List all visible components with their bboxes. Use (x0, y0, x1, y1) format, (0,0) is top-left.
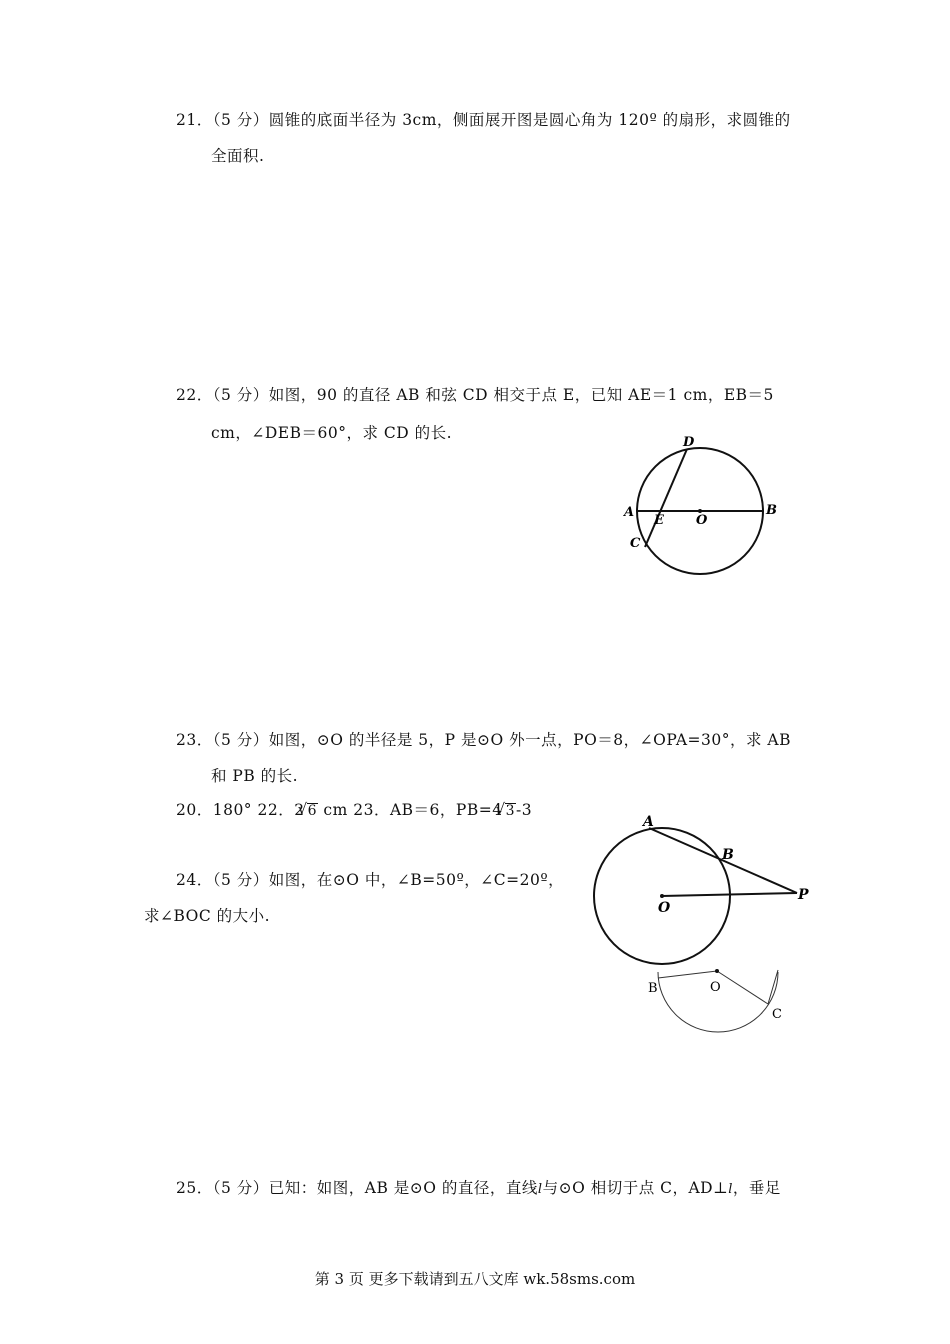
label-O: O (696, 513, 708, 528)
q23-line2: 和 PB 的长. (211, 767, 299, 785)
answers-part3: -3 (516, 801, 533, 819)
label-B: B (648, 981, 658, 996)
label-O: O (658, 900, 671, 916)
answers-part2: cm 23．AB＝6，PB=4 (318, 801, 503, 819)
label-C: C (630, 536, 641, 551)
answers-line (176, 800, 532, 820)
q22-circle-figure (615, 425, 785, 585)
q24-line1: 24．（5 分）如图，在⊙O 中，∠B=50º，∠C=20º， (176, 871, 565, 889)
answers-part1: 20．180° 22．2 (176, 801, 305, 819)
label-E: E (654, 513, 664, 528)
q22-line2: cm，∠DEB＝60°，求 CD 的长. (211, 424, 453, 442)
label-B: B (722, 847, 734, 863)
q21-line1: 21．（5 分）圆锥的底面半径为 3cm，侧面展开图是圆心角为 120º 的扇形，求圆锥的 (176, 111, 791, 129)
label-A: A (624, 505, 635, 520)
label-P: P (798, 887, 809, 903)
q25-part2: 与⊙O 相切于点 C，AD⊥ (542, 1179, 729, 1197)
q25-part3: ，垂足 (732, 1179, 781, 1197)
label-O: O (710, 980, 721, 995)
q22-line1: 22．（5 分）如图，90 的直径 AB 和弦 CD 相交于点 E，已知 AE＝1 cm，EB＝5 (176, 386, 774, 404)
q25-part1: 25．（5 分）已知：如图，AB 是⊙O 的直径，直线 (176, 1179, 538, 1197)
label-D: D (683, 435, 695, 450)
q25-line (176, 1178, 781, 1200)
label-C: C (772, 1007, 782, 1022)
q23-line1: 23．（5 分）如图，⊙O 的半径是 5，P 是⊙O 外一点，PO＝8，∠OPA=30°，求 AB (176, 731, 792, 749)
q21-line2: 全面积. (211, 147, 265, 165)
sqrt-6: √ 6 (307, 803, 318, 819)
line-l-symbol: l (537, 1182, 543, 1197)
page-footer: 第 3 页 更多下载请到五八文库 wk.58sms.com (314, 1270, 636, 1288)
label-B: B (766, 503, 777, 518)
q24-line2: 求∠BOC 的大小. (144, 907, 271, 925)
label-A: A (643, 814, 654, 830)
q23-circle-figure (585, 810, 815, 970)
sqrt-3: √ 3 (505, 803, 516, 819)
q24-circle-figure (640, 960, 790, 1040)
line-l-symbol-2: l (728, 1182, 733, 1197)
